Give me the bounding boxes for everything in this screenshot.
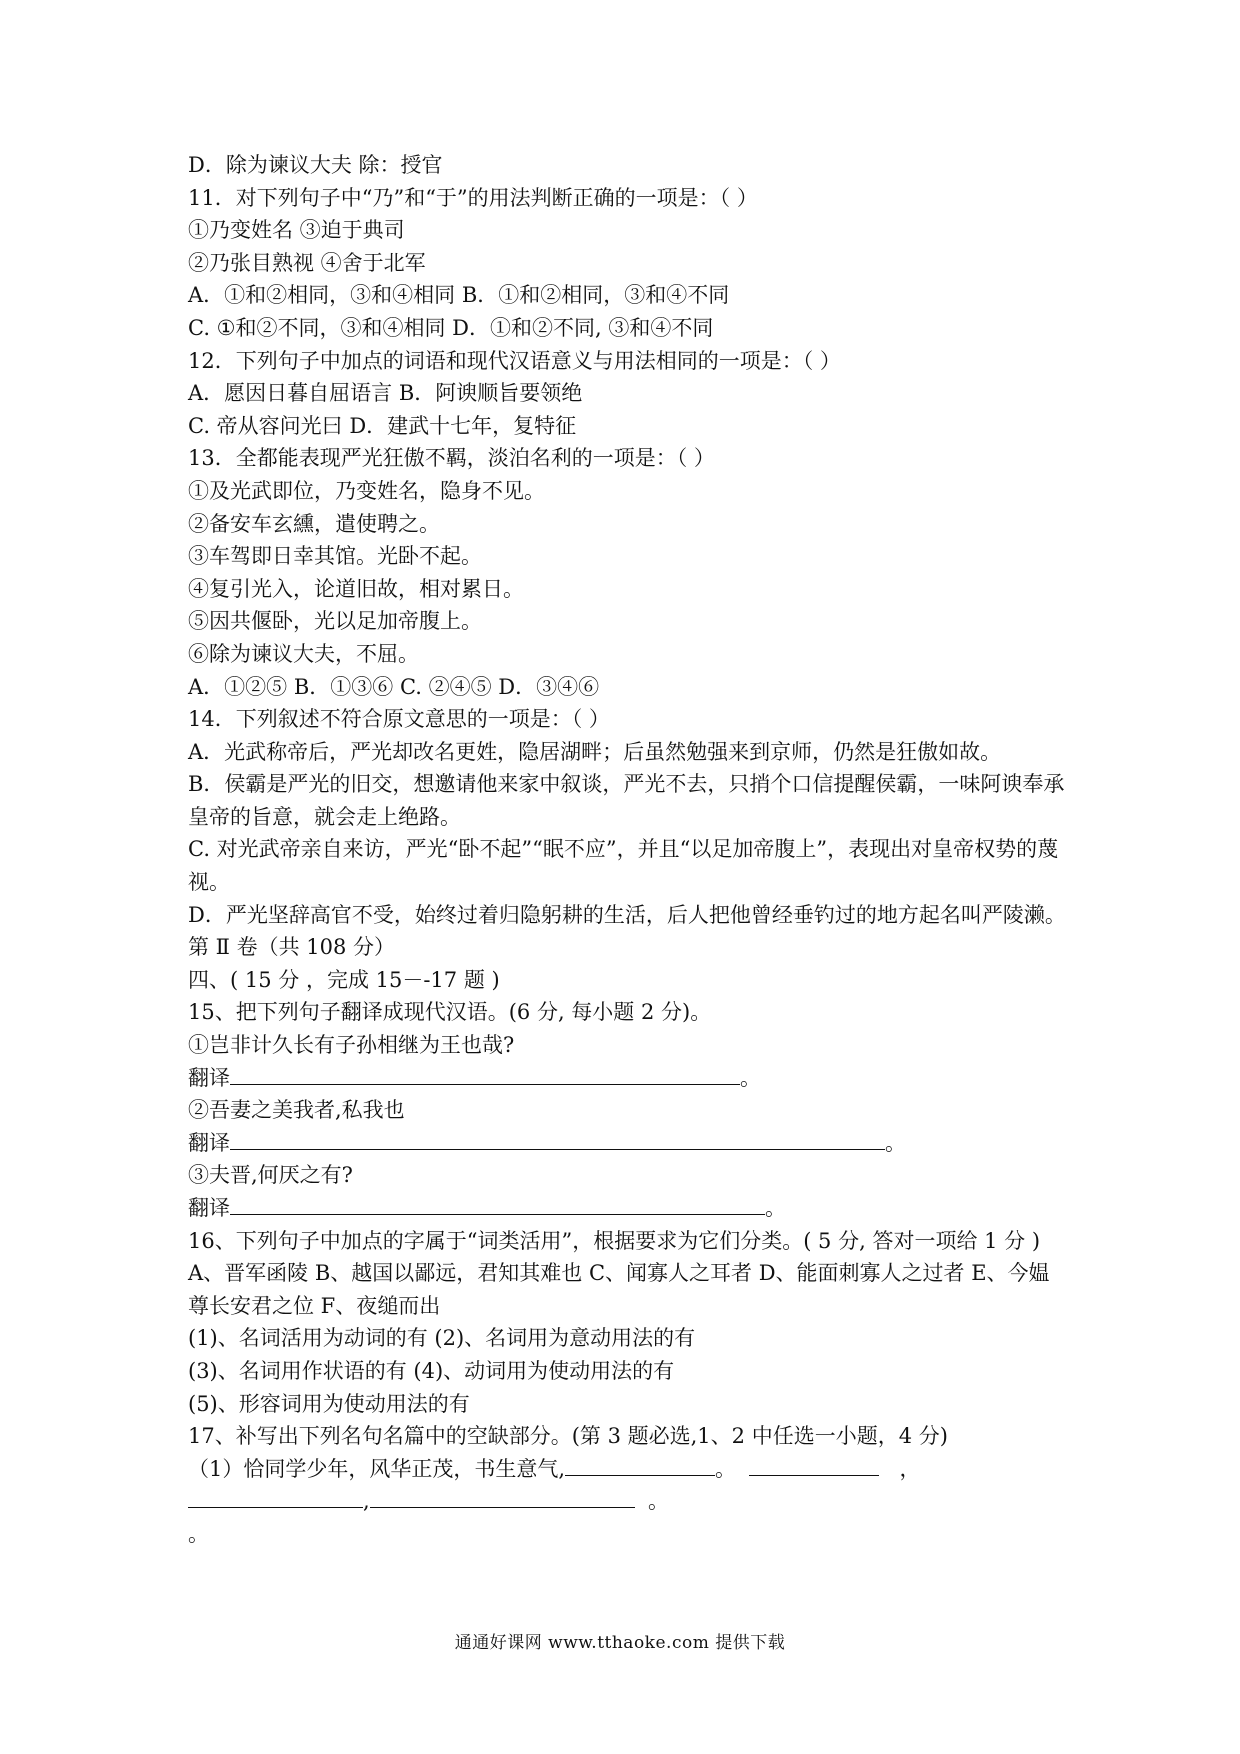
answer-blank[interactable]	[370, 1485, 635, 1508]
text-line: ①乃变姓名 ③迫于典司	[188, 218, 405, 243]
answer-blank[interactable]	[230, 1127, 885, 1150]
period: 。	[765, 1196, 786, 1220]
period: 。	[648, 1489, 670, 1514]
q14-option-b: B．侯霸是严光的旧交，想邀请他来家中叙谈，严光不去，只捎个口信提醒侯霸，一味阿谀奉承皇帝的旨意，就会走上绝路。	[188, 772, 1065, 829]
text-line: 四、( 15 分 ，完成 15－-17 题 )	[188, 967, 500, 992]
text-line: 13．全都能表现严光狂傲不羁，淡泊名利的一项是：（ ）	[188, 446, 715, 471]
text-line: ②备安车玄纁，遣使聘之。	[188, 511, 440, 536]
text-line: 14．下列叙述不符合原文意思的一项是：（ ）	[188, 707, 610, 732]
q17-intro: 17、补写出下列名句名篇中的空缺部分。(第 3 题必选,1、2 中任选一小题，4 分)	[188, 1424, 948, 1449]
text-line: 12．下列句子中加点的词语和现代汉语意义与用法相同的一项是：（ ）	[188, 348, 841, 373]
text-line: A．①②⑤ B．①③⑥ C. ②④⑤ D．③④⑥	[188, 674, 600, 699]
exam-content	[188, 149, 1068, 1551]
comma: ,	[363, 1489, 370, 1514]
q16-options: A、晋军函陵 B、越国以鄙远，君知其难也 C、闻寡人之耳者 D、能面刺寡人之过者 E、今媪尊长安君之位 F、夜缒而出	[188, 1261, 1050, 1318]
translate-line-2	[188, 1127, 1068, 1160]
q16-intro: 16、下列句子中加点的字属于“词类活用”，根据要求为它们分类。( 5 分, 答对一项给 1 分 )	[188, 1228, 1041, 1253]
translate-label: 翻译	[188, 1130, 230, 1155]
text-line: C. ①和②不同，③和④相同 D．①和②不同, ③和④不同	[188, 315, 714, 340]
text-line: A．①和②相同，③和④相同 B．①和②相同，③和④不同	[188, 283, 730, 308]
footer-credit: 通通好课网 www.tthaoke.com 提供下载	[454, 1633, 786, 1653]
comma: ，	[899, 1456, 921, 1481]
q17-item-1	[188, 1453, 1068, 1486]
q16-categories	[188, 1322, 1068, 1420]
period: 。	[740, 1065, 761, 1090]
q17-item-1-text: （1）恰同学少年，风华正茂，书生意气,	[188, 1456, 566, 1481]
stray-period: 。	[188, 1521, 209, 1546]
text-line: 11．对下列句子中“乃”和“于”的用法判断正确的一项是：（ ）	[188, 185, 758, 210]
text-line: ⑥除为谏议大夫，不屈。	[188, 641, 419, 666]
q14-option-d: D．严光坚辞高官不受，始终过着归隐躬耕的生活，后人把他曾经垂钓过的地方起名叫严陵濑。	[188, 902, 1066, 927]
answer-blank[interactable]	[565, 1453, 715, 1476]
text-line: (5)、形容词用为使动用法的有	[188, 1391, 470, 1416]
text-line: A．愿因日暮自屈语言 B．阿谀顺旨要领绝	[188, 381, 583, 406]
translate-line-1	[188, 1062, 1068, 1095]
q17-item-1-cont	[188, 1485, 1068, 1518]
text-line: ⑤因共偃卧，光以足加帝腹上。	[188, 609, 482, 634]
translate-label: 翻译	[188, 1065, 230, 1090]
period: 。	[885, 1130, 906, 1155]
text-line: (1)、名词活用为动词的有 (2)、名词用为意动用法的有	[188, 1326, 696, 1351]
q15-sentence-2: ②吾妻之美我者,私我也	[188, 1098, 405, 1123]
text-line: ②乃张目熟视 ④舍于北军	[188, 250, 426, 275]
lines-b	[188, 931, 1068, 1061]
text-line: (3)、名词用作状语的有 (4)、动词用为使动用法的有	[188, 1358, 675, 1383]
text-line: 15、把下列句子翻译成现代汉语。(6 分, 每小题 2 分)。	[188, 1000, 712, 1025]
text-line: C. 帝从容问光曰 D．建武十七年，复特征	[188, 413, 577, 438]
answer-blank[interactable]	[749, 1453, 879, 1476]
q15-sentence-3: ③夫晋,何厌之有?	[188, 1163, 353, 1188]
answer-blank[interactable]	[230, 1062, 740, 1085]
text-line: A．光武称帝后，严光却改名更姓，隐居湖畔；后虽然勉强来到京师，仍然是狂傲如故。	[188, 739, 1002, 764]
answer-blank[interactable]	[230, 1192, 765, 1215]
q14-option-c: C. 对光武帝亲自来访，严光“卧不起”“眠不应”，并且“以足加帝腹上”，表现出对皇帝权势的蔑视。	[188, 837, 1059, 895]
text-line: ①及光武即位，乃变姓名，隐身不见。	[188, 478, 545, 503]
translate-line-3	[188, 1192, 1068, 1225]
translate-label: 翻译	[188, 1196, 230, 1220]
text-line: D．除为谏议大夫 除：授官	[188, 153, 443, 177]
answer-blank[interactable]	[188, 1485, 363, 1508]
text-line: ④复引光入，论道旧故，相对累日。	[188, 576, 524, 601]
text-line: 第 Ⅱ 卷（共 108 分）	[188, 935, 396, 960]
text-line: ③车驾即日幸其馆。光卧不起。	[188, 544, 482, 569]
period: 。	[715, 1456, 737, 1481]
text-line: ①岂非计久长有子孙相继为王也哉?	[188, 1033, 515, 1058]
lines-a	[188, 149, 1068, 768]
